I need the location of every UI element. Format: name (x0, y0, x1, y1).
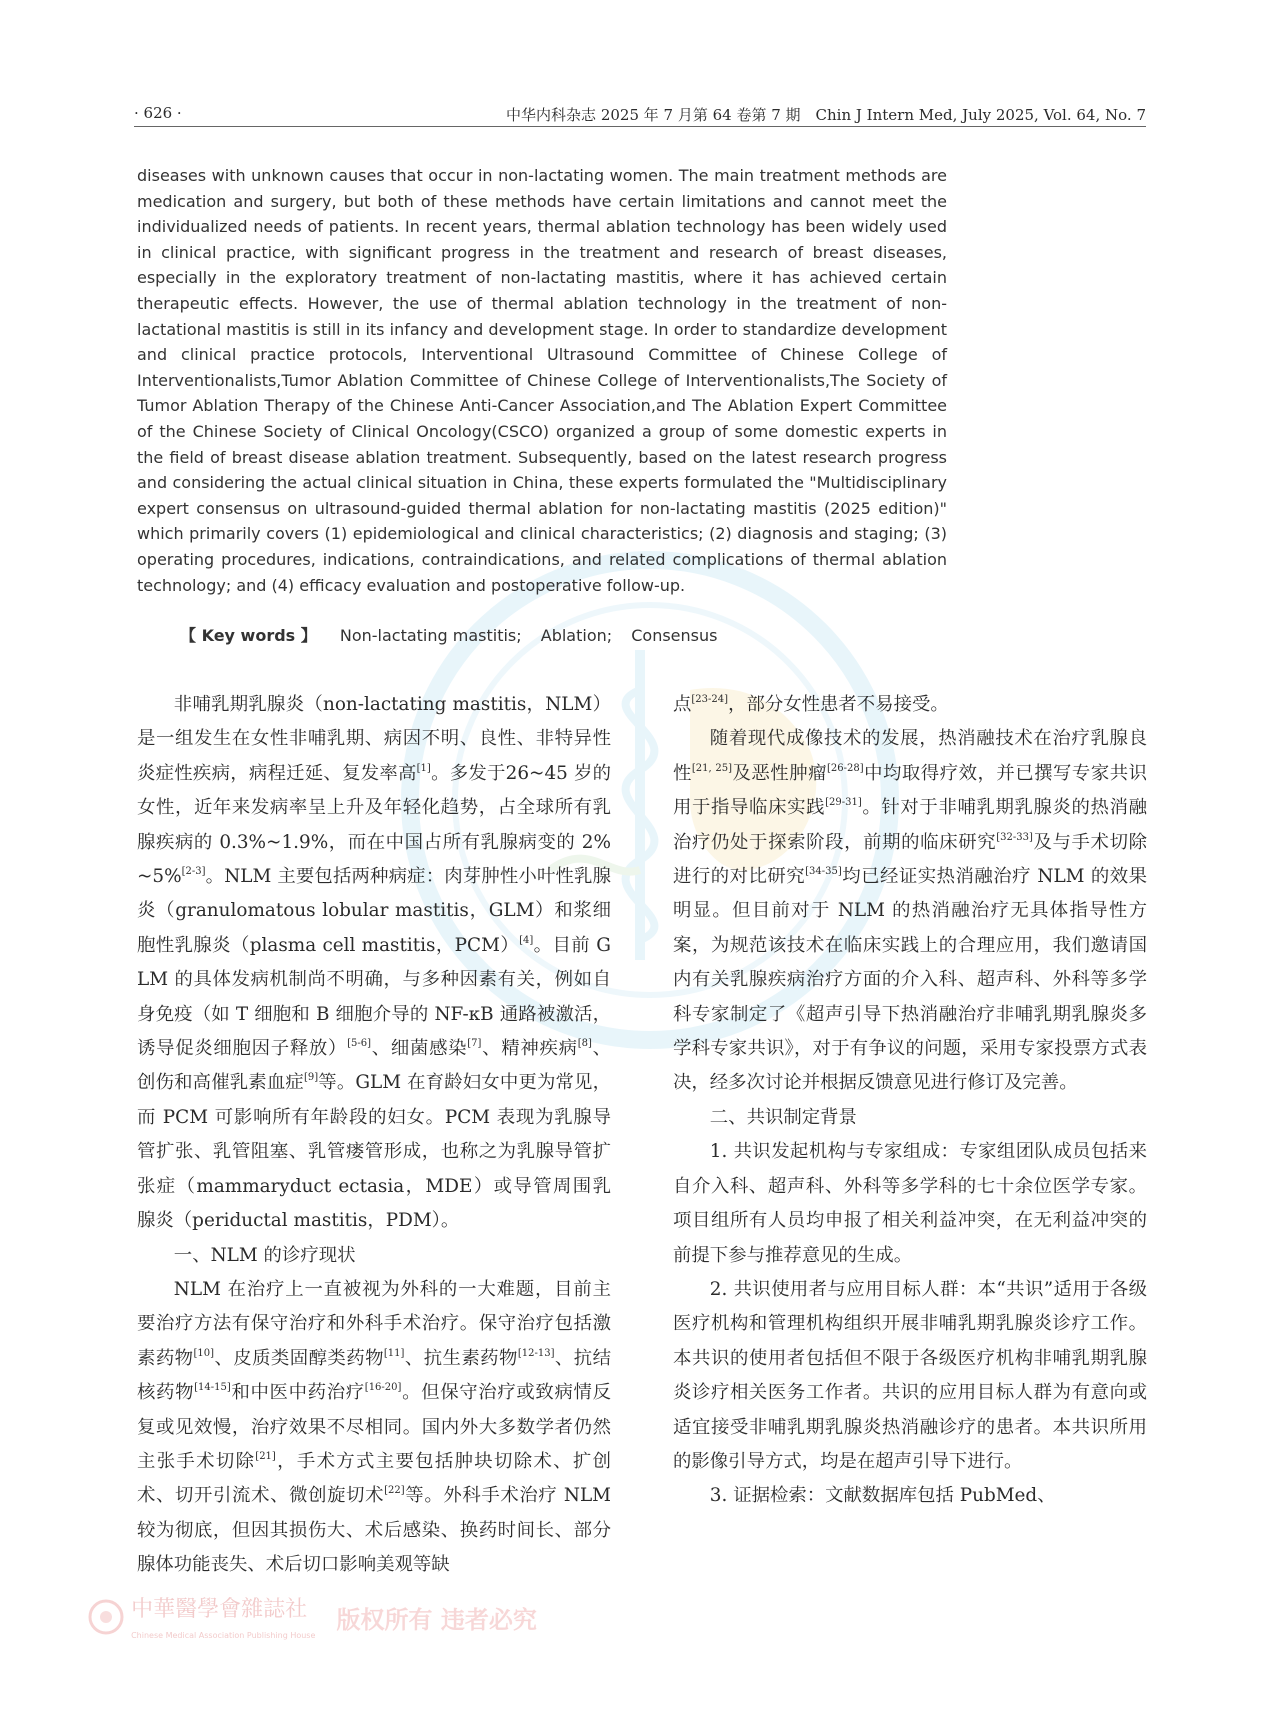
paragraph: 3. 证据检索：文献数据库包括 PubMed、 (709, 1485, 1056, 1507)
citation: [23-24] (691, 694, 729, 705)
header-rule (134, 126, 1146, 127)
copyright-notice: 版权所有 违者必究 (336, 1605, 537, 1634)
citation: [21] (255, 1450, 276, 1462)
keyword-item: Consensus (631, 626, 718, 645)
citation: [22] (384, 1485, 405, 1497)
citation: [14-15] (194, 1382, 231, 1394)
citation: [8] (577, 1038, 592, 1050)
body-right-column (673, 688, 1147, 1514)
paragraph: 随着现代成像技术的发展，热消融技术在治疗乳腺良性[21, 25]及恶性肿瘤[26-28]中均取得疗效，并已撰写专家共识用于指导临床实践[29-31]。针对于非哺乳期乳腺炎的热消融治疗仍处于探索阶段，前期的临床研究[32-33]及与手术切除进行的对比研究[34-35]均已经证实热消融治疗 NLM 的效果明显。但目前对于 NLM 的热消融治疗无具体指导性方案，为规范该技术在临床实践上的合理应用，我们邀请国内有关乳腺疾病治疗方面的介入科、超声科、外科等多学科专家制定了《超声引导下热消融治疗非哺乳期乳腺炎多学科专家共识》，对于有争议的问题，采用专家投票方式表决，经多次讨论并根据反馈意见进行修订及完善。 (673, 728, 1147, 1094)
section-heading: 一、NLM 的诊疗现状 (173, 1244, 356, 1266)
keywords (180, 623, 731, 646)
publisher-name-cn: 中華醫學會雜誌社 (131, 1597, 308, 1622)
citation: [5-6] (347, 1038, 372, 1050)
keyword-item: Non-lactating mastitis; (339, 626, 522, 645)
citation: [1] (416, 762, 431, 774)
page-number: · 626 · (134, 104, 182, 122)
paragraph: NLM 在治疗上一直被视为外科的一大难题，目前主要治疗方法有保守治疗和外科手术治疗。保守治疗包括激素药物[10]、皮质类固醇类药物[11]、抗生素药物[12-13]、抗结核药物[14-15]和中医中药治疗[16-20]。但保守治疗或致病情反复或见效慢，治疗效果不尽相同。国内外大多数学者仍然主张手术切除[21]，手术方式主要包括肿块切除术、扩创术、切开引流术、微创旋切术[22]等。外科手术治疗 NLM 较为彻底，但因其损伤大、术后感染、换药时间长、部分腺体功能丧失、术后切口影响美观等缺 (137, 1278, 611, 1576)
paragraph: 1. 共识发起机构与专家组成：专家组团队成员包括来自介入科、超声科、外科等多学科的七十余位医学专家。项目组所有人员均申报了相关利益冲突，在无利益冲突的前提下参与推荐意见的生成。 (673, 1141, 1147, 1266)
citation: [26-28] (826, 762, 864, 774)
publisher-logo (86, 1592, 586, 1642)
keyword-item: Ablation; (540, 626, 613, 645)
citation: [34-35] (805, 866, 842, 878)
citation: [11] (383, 1347, 405, 1359)
citation: [21, 25] (691, 762, 733, 774)
body-left-column (137, 688, 611, 1583)
citation: [4] (519, 934, 534, 946)
publisher-emblem-icon (86, 1597, 126, 1637)
citation: [9] (303, 1072, 319, 1084)
citation: [29-31] (825, 797, 862, 809)
section-heading: 二、共识制定背景 (709, 1106, 857, 1128)
paragraph-continuation: 点[23-24]，部分女性患者不易接受。 (673, 694, 949, 715)
paragraph: 2. 共识使用者与应用目标人群：本“共识”适用于各级医疗机构和管理机构组织开展非哺乳期乳腺炎诊疗工作。本共识的使用者包括但不限于各级医疗机构非哺乳期乳腺炎诊疗相关医务工作者。共识的应用目标人群为有意向或适宜接受非哺乳期乳腺炎热消融诊疗的患者。本共识所用的影像引导方式，均是在超声引导下进行。 (673, 1278, 1147, 1472)
citation: [2-3] (181, 866, 206, 878)
publisher-name-en: Chinese Medical Association Publishing House (131, 1631, 316, 1640)
citation: [12-13] (517, 1347, 555, 1359)
journal-citation: 中华内科杂志 2025 年 7 月第 64 卷第 7 期 Chin J Intern Med, July 2025, Vol. 64, No. 7 (506, 106, 1146, 124)
citation: [16-20] (364, 1382, 402, 1394)
paragraph: 非哺乳期乳腺炎（non-lactating mastitis，NLM）是一组发生在女性非哺乳期、病因不明、良性、非特异性炎症性疾病，病程迁延、复发率高[1]。多发于26~45 岁的女性，近年来发病率呈上升及年轻化趋势，占全球所有乳腺疾病的 0.3%~1.9%，而在中国占所有乳腺病变的 2%~5%[2-3]。NLM 主要包括两种病症：肉芽肿性小叶性乳腺炎（granulomatous lobular mastitis，GLM）和浆细胞性乳腺炎（plasma cell mastitis，PCM）[4]。目前 GLM 的具体发病机制尚不明确，与多种因素有关，例如自身免疫（如 T 细胞和 B 细胞介导的 NF-κB 通路被激活，诱导促炎细胞因子释放）[5-6]、细菌感染[7]、精神疾病[8]、创伤和高催乳素血症[9]等。GLM 在育龄妇女中更为常见，而 PCM 可影响所有年龄段的妇女。PCM 表现为乳腺导管扩张、乳管阻塞、乳管瘘管形成，也称之为乳腺导管扩张症（mammaryduct ectasia，MDE）或导管周围乳腺炎（periductal mastitis，PDM）。 (137, 694, 611, 1232)
abstract-text: diseases with unknown causes that occur in non-lactating women. The main treatment methods are medication and surgery, but both of these methods have certain limitations and cannot meet the individualized needs of patients. In recent years, thermal ablation technology has been widely used in clinical practice, with significant progress in the treatment and research of breast diseases, especially in the exploratory treatment of non-lactating mastitis, where it has achieved certain therapeutic effects. However, the use of thermal ablation technology in the treatment of non-lactational mastitis is still in its infancy and development stage. In order to standardize development and clinical practice protocols, Interventional Ultrasound Committee of Chinese College of Interventionalists,Tumor Ablation Committee of Chinese College of Interventionalists,The Society of Tumor Ablation Therapy of the Chinese Anti-Cancer Association,and The Ablation Expert Committee of the Chinese Society of Clinical Oncology(CSCO) organized a group of some domestic experts in the field of breast disease ablation treatment. Subsequently, based on the latest research progress and considering the actual clinical situation in China, these experts formulated the "Multidisciplinary expert consensus on ultrasound-guided thermal ablation for non-lactating mastitis (2025 edition)" which primarily covers (1) epidemiological and clinical characteristics; (2) diagnosis and staging; (3) operating procedures, indications, contraindications, and related complications of thermal ablation technology; and (4) efficacy evaluation and postoperative follow-up. (137, 166, 947, 595)
citation: [32-33] (996, 831, 1033, 843)
keywords-label: 【 Key words 】 (180, 626, 317, 645)
citation: [10] (193, 1347, 215, 1359)
citation: [7] (467, 1038, 482, 1050)
